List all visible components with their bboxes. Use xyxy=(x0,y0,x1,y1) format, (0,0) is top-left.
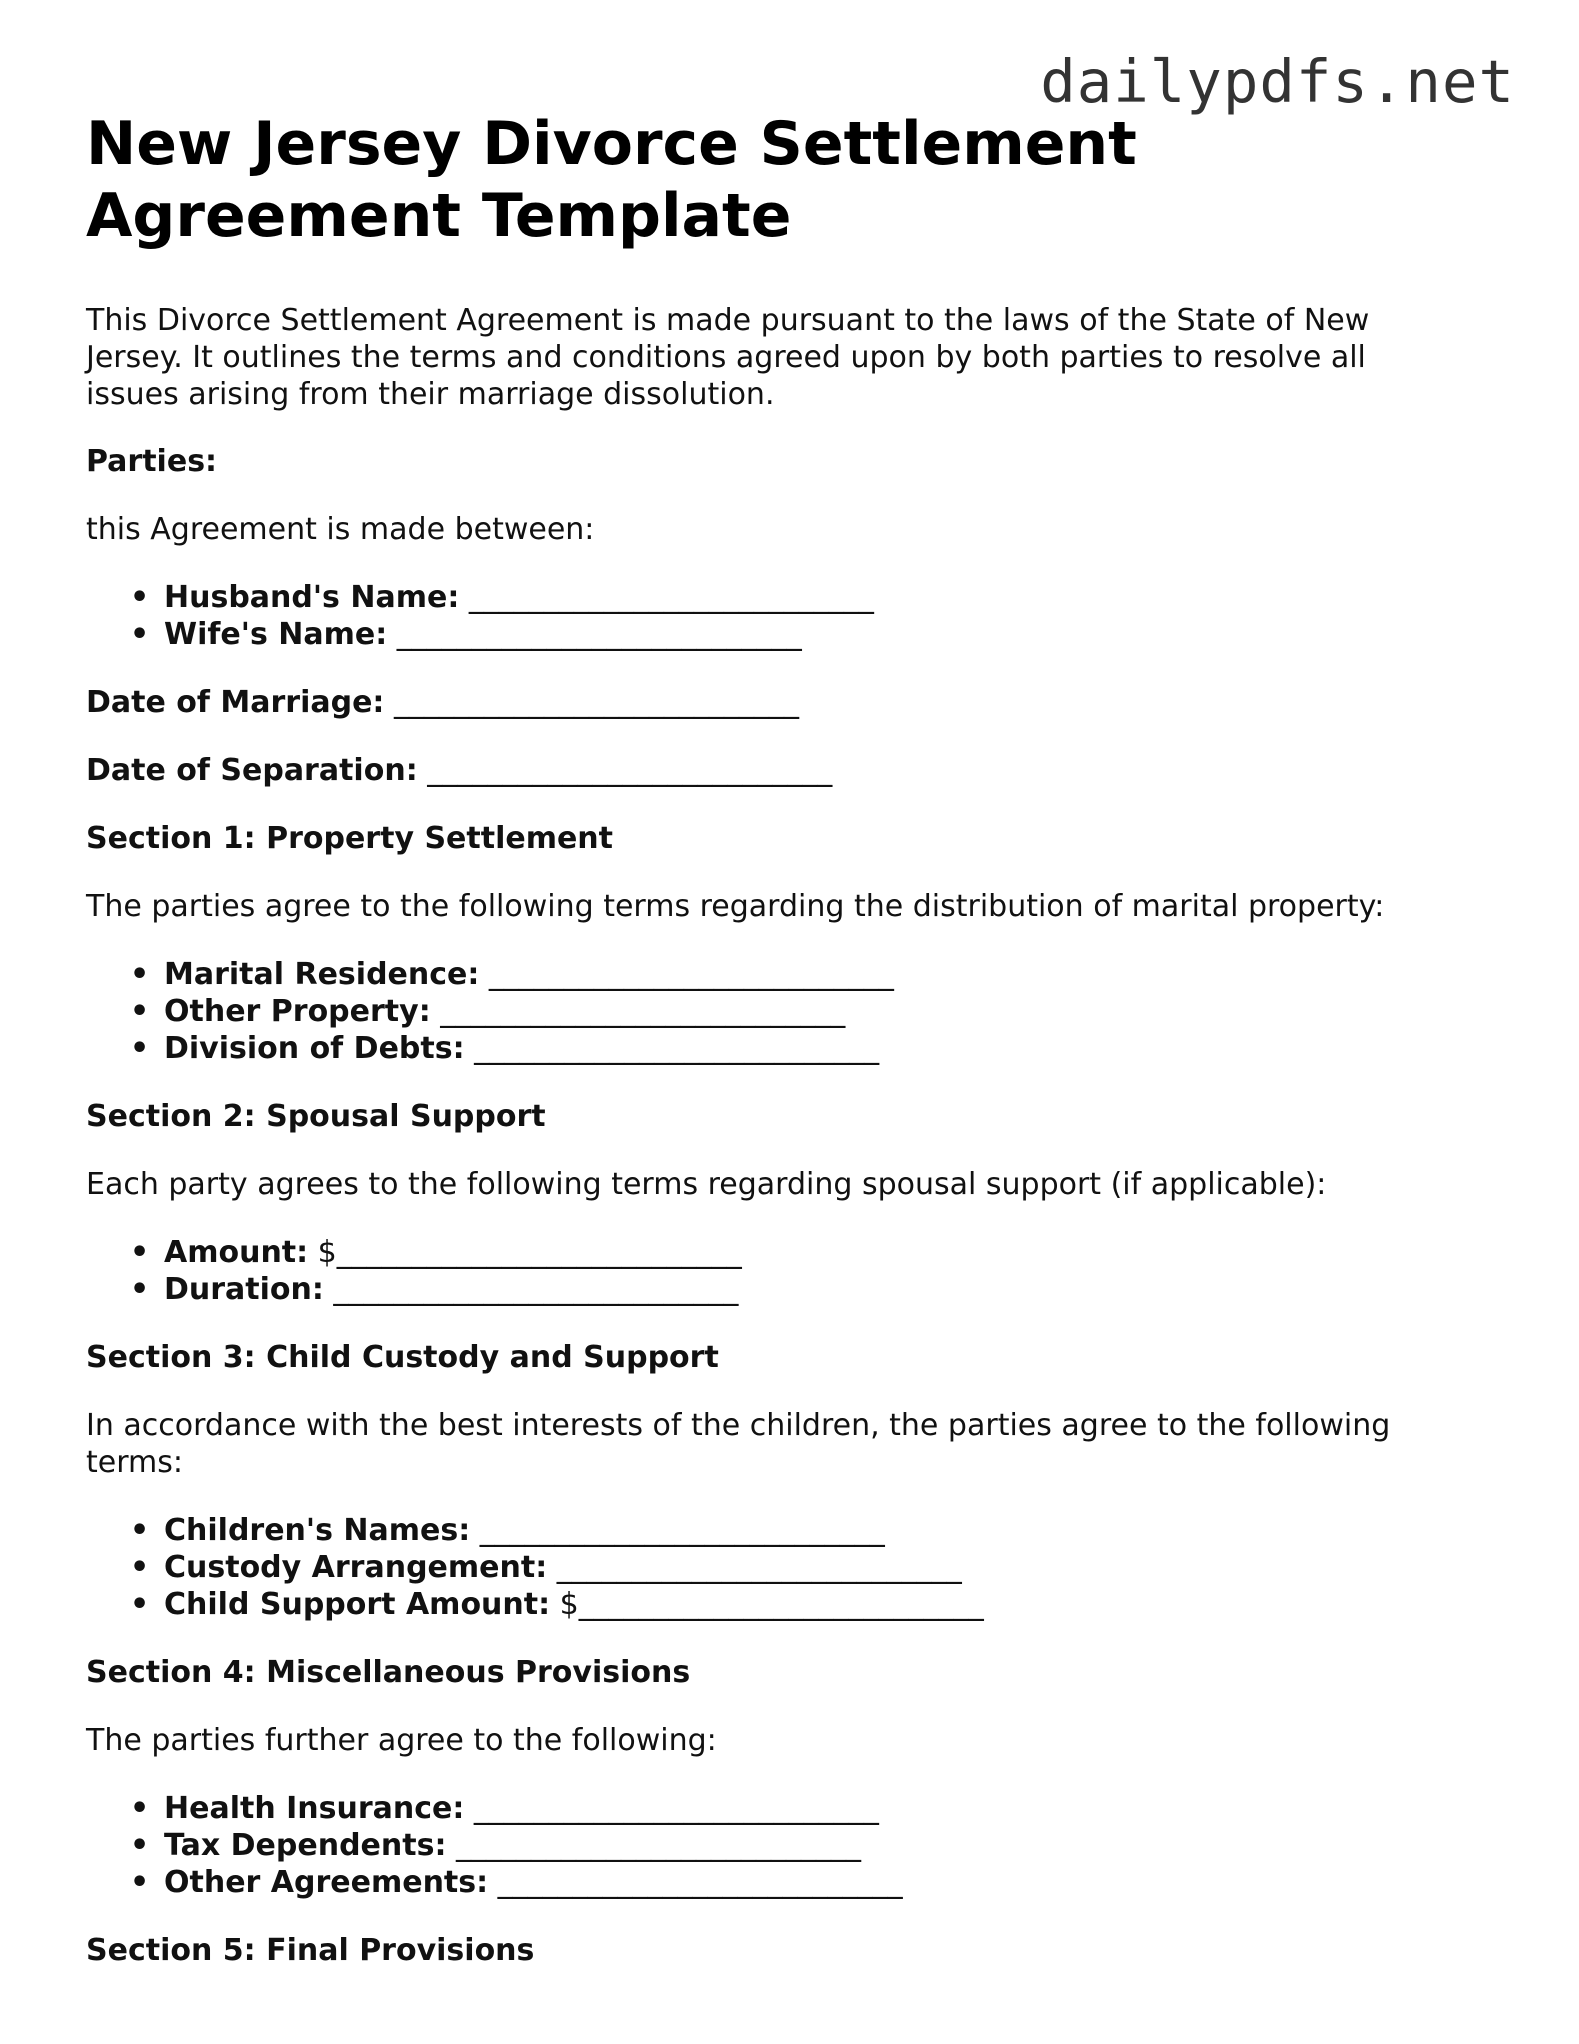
other-agreements-label: Other Agreements: xyxy=(164,1865,489,1900)
parties-list xyxy=(86,579,1466,653)
wife-name-label: Wife's Name: xyxy=(164,617,388,652)
list-item-tax-dependents xyxy=(130,1827,1466,1864)
intro-paragraph: This Divorce Settlement Agreement is made pursuant to the laws of the State of New Jersey. It outlines the terms and conditions agreed upon by both parties to resolve all issues arising from their marriage dissolution. xyxy=(86,303,1370,412)
health-insurance-blank[interactable]: ___________________________ xyxy=(464,1791,879,1826)
duration-label: Duration: xyxy=(164,1272,324,1307)
health-insurance-label: Health Insurance: xyxy=(164,1791,465,1826)
childrens-names-blank[interactable]: ___________________________ xyxy=(470,1513,885,1548)
section-3-text: In accordance with the best interests of the children, the parties agree to the following terms: xyxy=(86,1408,1391,1480)
section-5-heading: Section 5: Final Provisions xyxy=(86,1933,535,1968)
marital-residence-blank[interactable]: ___________________________ xyxy=(479,957,894,992)
section-2-list xyxy=(86,1234,1466,1308)
list-item-wife-name xyxy=(130,616,1466,653)
list-item-other-agreements xyxy=(130,1864,1466,1901)
amount-label: Amount: xyxy=(164,1235,309,1270)
list-item-childrens-names xyxy=(130,1512,1466,1549)
date-of-marriage-label: Date of Marriage: xyxy=(86,685,385,720)
wife-name-blank[interactable]: ___________________________ xyxy=(387,617,802,652)
document-page xyxy=(86,108,1466,1969)
date-of-separation-field xyxy=(86,752,1466,789)
childrens-names-label: Children's Names: xyxy=(164,1513,471,1548)
section-4-text: The parties further agree to the following: xyxy=(86,1723,717,1758)
title-line-2: Agreement Template xyxy=(86,181,792,251)
list-item-marital-residence xyxy=(130,956,1466,993)
list-item-duration xyxy=(130,1271,1466,1308)
husband-name-blank[interactable]: ___________________________ xyxy=(459,580,874,615)
custody-arrangement-label: Custody Arrangement: xyxy=(164,1550,548,1585)
husband-name-label: Husband's Name: xyxy=(164,580,460,615)
list-item-child-support-amount xyxy=(130,1586,1466,1623)
bullet-icon: • xyxy=(130,580,150,615)
section-2-heading: Section 2: Spousal Support xyxy=(86,1099,546,1134)
bullet-icon: • xyxy=(130,994,150,1029)
date-of-marriage-field xyxy=(86,684,1466,721)
bullet-icon: • xyxy=(130,1865,150,1900)
section-1-list xyxy=(86,956,1466,1067)
custody-arrangement-blank[interactable]: ___________________________ xyxy=(547,1550,962,1585)
section-1-text: The parties agree to the following terms regarding the distribution of marital property: xyxy=(86,889,1385,924)
bullet-icon: • xyxy=(130,1828,150,1863)
section-4-list xyxy=(86,1790,1466,1901)
section-3-heading: Section 3: Child Custody and Support xyxy=(86,1340,719,1375)
bullet-icon: • xyxy=(130,1031,150,1066)
bullet-icon: • xyxy=(130,617,150,652)
bullet-icon: • xyxy=(130,957,150,992)
bullet-icon: • xyxy=(130,1550,150,1585)
date-of-separation-blank[interactable]: ___________________________ xyxy=(417,753,833,788)
section-1-heading: Section 1: Property Settlement xyxy=(86,821,614,856)
parties-text: this Agreement is made between: xyxy=(86,512,595,547)
date-of-separation-label: Date of Separation: xyxy=(86,753,418,788)
document-title xyxy=(86,108,1466,252)
title-line-1: New Jersey Divorce Settlement xyxy=(86,109,1137,179)
list-item-custody-arrangement xyxy=(130,1549,1466,1586)
duration-blank[interactable]: ___________________________ xyxy=(323,1272,739,1307)
other-property-label: Other Property: xyxy=(164,994,431,1029)
other-agreements-blank[interactable]: ___________________________ xyxy=(488,1865,903,1900)
list-item-other-property xyxy=(130,993,1466,1030)
list-item-health-insurance xyxy=(130,1790,1466,1827)
bullet-icon: • xyxy=(130,1791,150,1826)
child-support-amount-label: Child Support Amount: xyxy=(164,1587,551,1622)
child-support-amount-blank[interactable]: $___________________________ xyxy=(550,1587,984,1622)
parties-heading: Parties: xyxy=(86,444,218,479)
tax-dependents-label: Tax Dependents: xyxy=(164,1828,447,1863)
list-item-husband-name xyxy=(130,579,1466,616)
other-property-blank[interactable]: ___________________________ xyxy=(430,994,846,1029)
date-of-marriage-blank[interactable]: ___________________________ xyxy=(384,685,799,720)
division-of-debts-label: Division of Debts: xyxy=(164,1031,465,1066)
bullet-icon: • xyxy=(130,1587,150,1622)
section-2-text: Each party agrees to the following terms regarding spousal support (if applicable): xyxy=(86,1167,1327,1202)
list-item-division-of-debts xyxy=(130,1030,1466,1067)
site-watermark: dailypdfs.net xyxy=(1040,47,1515,116)
list-item-amount xyxy=(130,1234,1466,1271)
division-of-debts-blank[interactable]: ___________________________ xyxy=(464,1031,880,1066)
bullet-icon: • xyxy=(130,1235,150,1270)
bullet-icon: • xyxy=(130,1272,150,1307)
marital-residence-label: Marital Residence: xyxy=(164,957,480,992)
section-3-list xyxy=(86,1512,1466,1623)
tax-dependents-blank[interactable]: ___________________________ xyxy=(446,1828,861,1863)
amount-blank[interactable]: $___________________________ xyxy=(308,1235,742,1270)
bullet-icon: • xyxy=(130,1513,150,1548)
section-4-heading: Section 4: Miscellaneous Provisions xyxy=(86,1655,691,1690)
